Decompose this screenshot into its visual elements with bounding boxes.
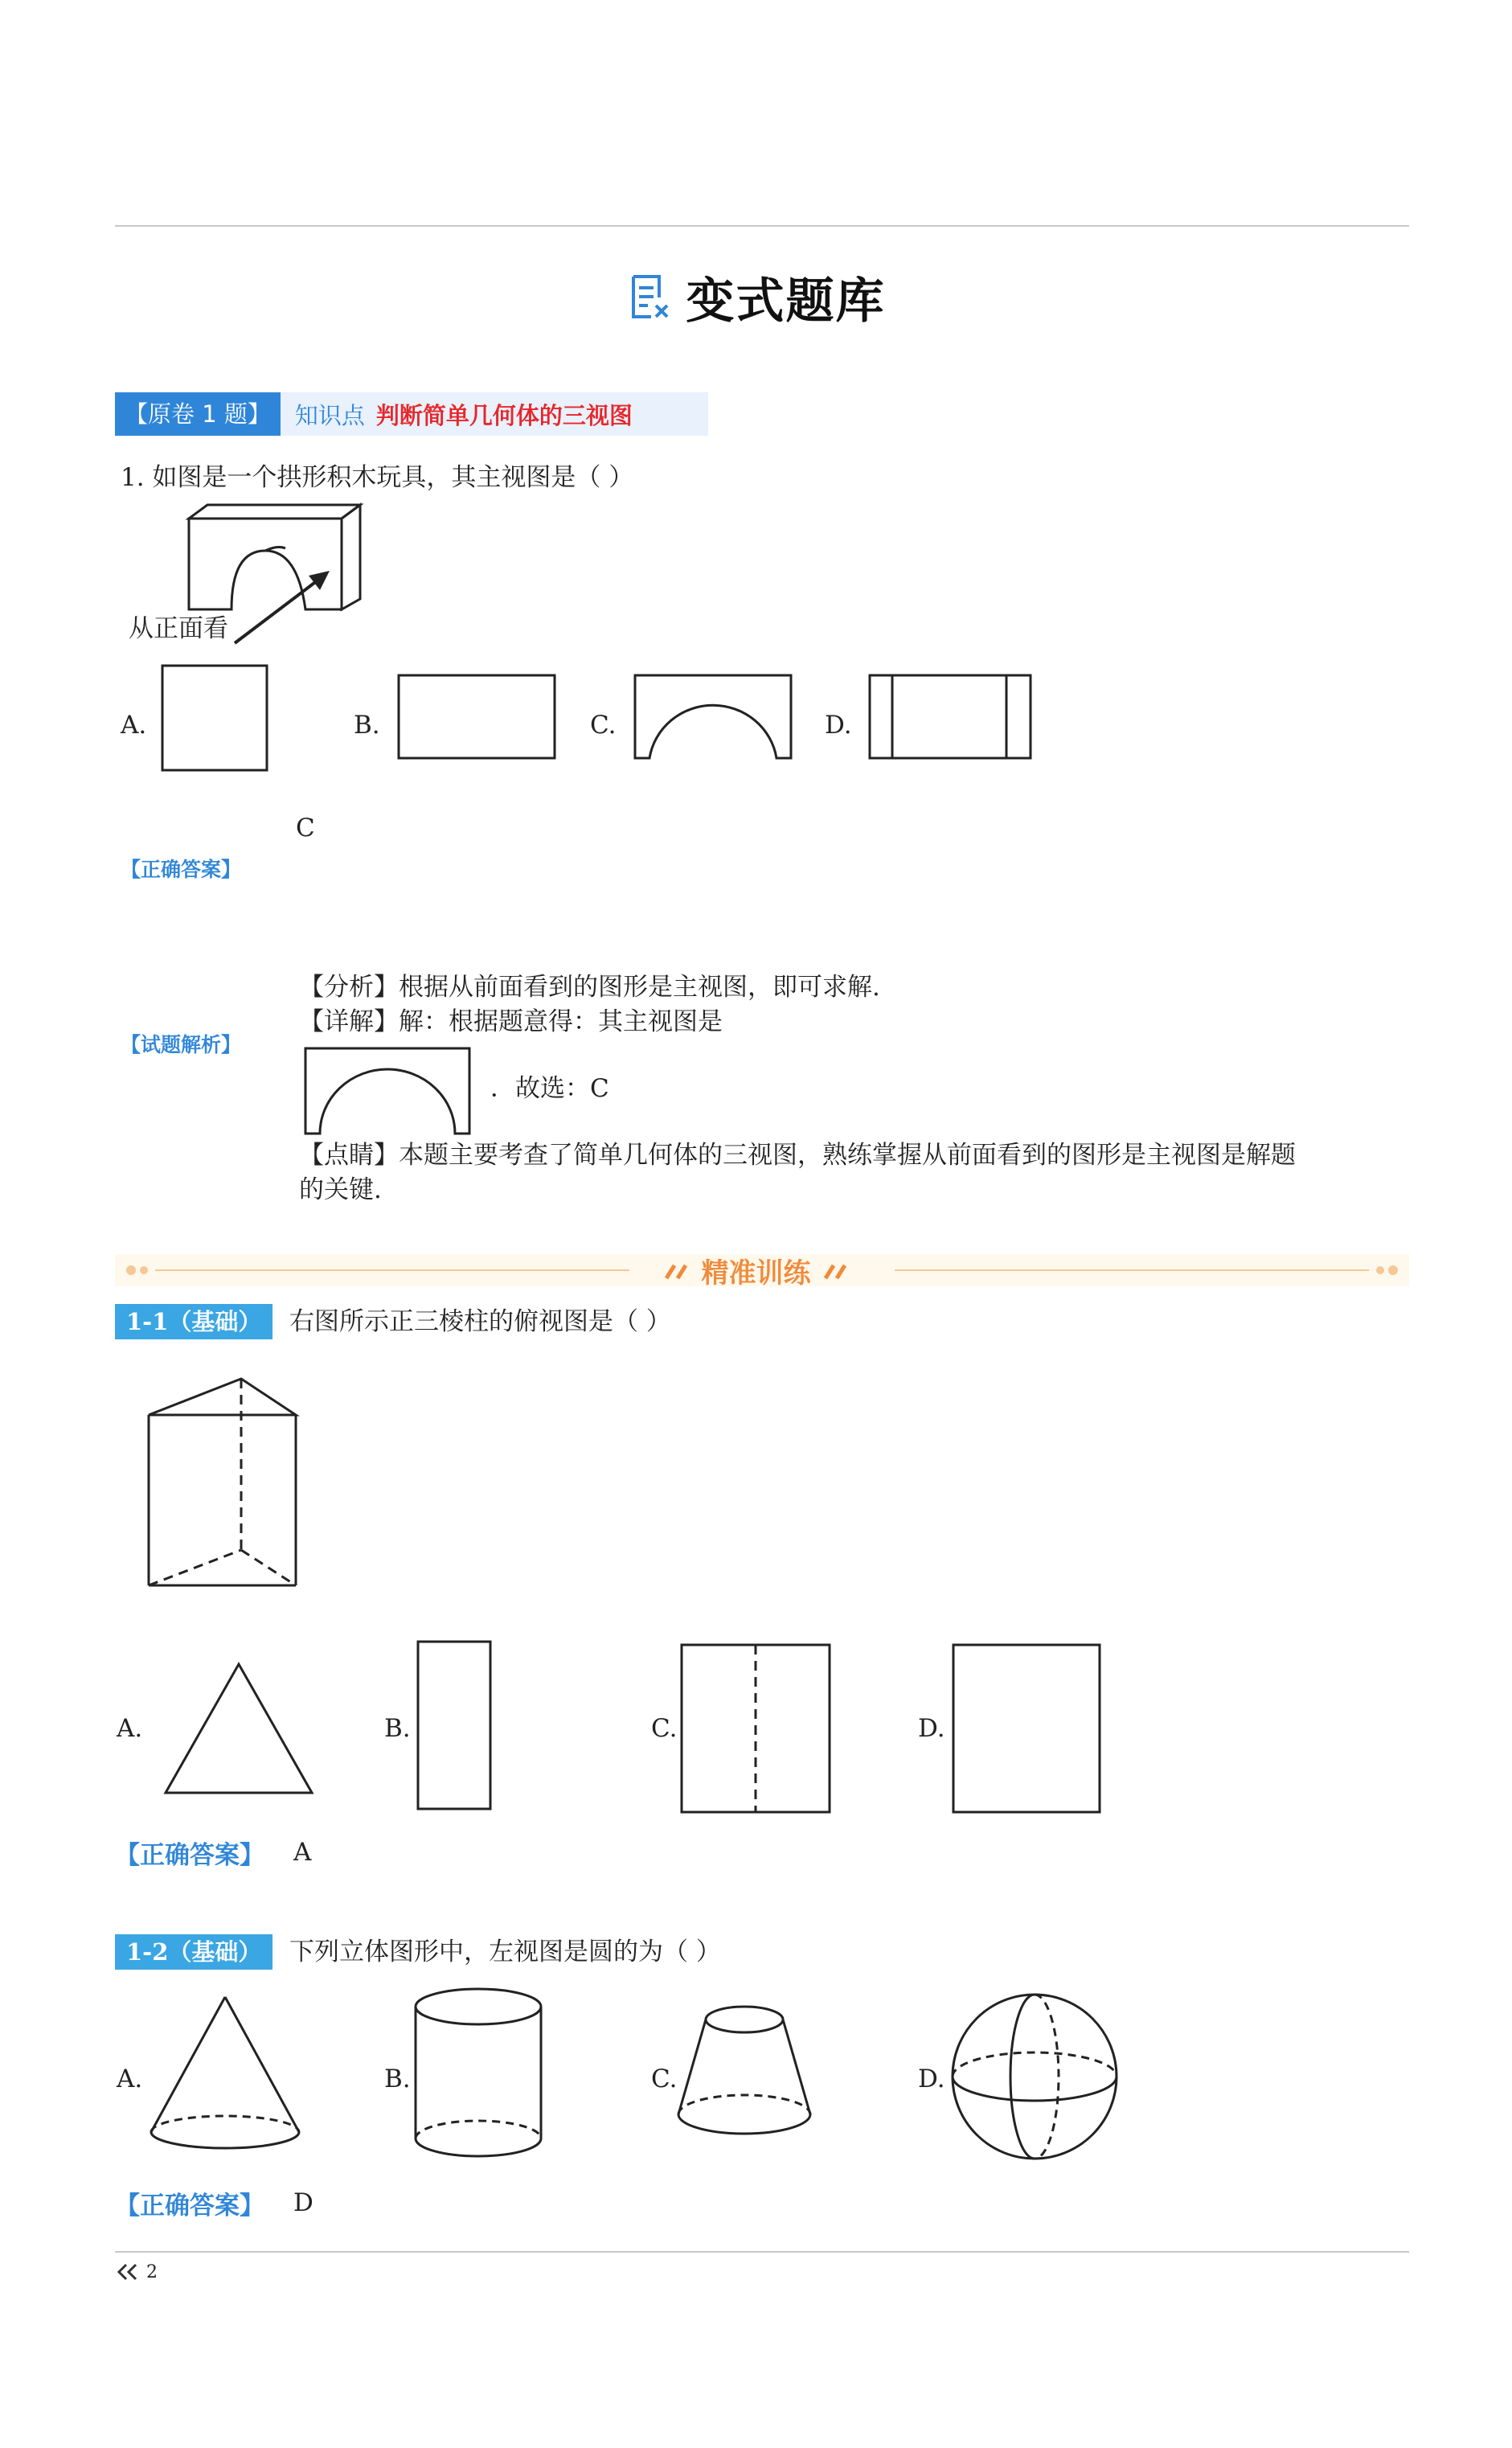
- q11-option-a-label: A.: [117, 1714, 143, 1743]
- option-b-label: B.: [354, 711, 380, 740]
- q11-option-c-rectangle-dashed: [680, 1643, 833, 1815]
- answer-value: C: [296, 814, 315, 843]
- q12-option-d-sphere: [949, 1991, 1121, 2163]
- q12-tag: 1-2（基础）: [115, 1934, 272, 1970]
- top-divider: [115, 225, 1409, 227]
- slash-deco-icon: [822, 1261, 850, 1280]
- q11-option-d-label: D.: [918, 1714, 945, 1743]
- triangular-prism-figure: [145, 1375, 305, 1592]
- q12-question: 下列立体图形中，左视图是圆的为（ ）: [289, 1937, 721, 1966]
- page-number: 2: [146, 2262, 158, 2282]
- q11-answer-value: A: [293, 1838, 312, 1867]
- q12-option-a-cone: [145, 1994, 305, 2155]
- question-header: [115, 392, 708, 436]
- option-d-rectangle-lines: [868, 674, 1034, 762]
- q12-option-d-label: D.: [918, 2065, 945, 2093]
- q12-option-a-label: A.: [117, 2065, 143, 2093]
- page-title-text: 变式题库: [686, 273, 886, 330]
- page-title: [0, 265, 1512, 330]
- document-edit-icon: [627, 273, 672, 322]
- answer-label: 【正确答案】: [121, 858, 242, 881]
- knowledge-point-name: 判断简单几何体的三视图: [375, 401, 633, 429]
- question-text: 1. 如图是一个拱形积木玩具，其主视图是（ ）: [121, 463, 634, 492]
- q11-tag: 1-1（基础）: [115, 1304, 272, 1339]
- option-b-rectangle: [397, 674, 558, 762]
- q11-option-d-square: [952, 1643, 1103, 1815]
- training-title: [0, 1254, 1512, 1290]
- q11-option-b-rectangle: [416, 1640, 494, 1812]
- analysis-line-2: 【详解】解：根据题意得：其主视图是: [299, 1007, 723, 1036]
- slash-deco-icon: [663, 1261, 690, 1280]
- figure-caption: 从正面看: [129, 614, 228, 643]
- arrow-icon: [225, 563, 338, 651]
- q12-answer-label: 【正确答案】: [115, 2192, 264, 2220]
- q12-option-b-label: B.: [384, 2065, 411, 2093]
- option-a-label: A.: [121, 711, 147, 740]
- q11-answer-label: 【正确答案】: [115, 1841, 264, 1870]
- training-title-text: 精准训练: [701, 1257, 811, 1290]
- option-c-label: C.: [590, 711, 617, 740]
- option-c-arch: [633, 674, 794, 762]
- q11-option-b-label: B.: [384, 1714, 411, 1743]
- q11-question: 右图所示正三棱柱的俯视图是（ ）: [289, 1307, 671, 1336]
- analysis-line-5: 的关键.: [299, 1175, 382, 1204]
- bottom-divider: [115, 2251, 1409, 2253]
- analysis-line-4: 【点睛】本题主要考查了简单几何体的三视图，熟练掌握从前面看到的图形是主视图是解题: [299, 1141, 1296, 1170]
- q12-answer-value: D: [293, 2188, 313, 2217]
- q12-option-b-cylinder: [410, 1986, 547, 2163]
- analysis-label: 【试题解析】: [121, 1033, 242, 1056]
- analysis-line-1: 【分析】根据从前面看到的图形是主视图，即可求解.: [299, 973, 880, 1002]
- analysis-line-3: ．故选：C: [490, 1074, 609, 1103]
- q11-option-c-label: C.: [651, 1714, 678, 1743]
- q12-option-c-frustum: [672, 2002, 817, 2147]
- double-chevron-left-icon: [117, 2262, 141, 2282]
- q12-option-c-label: C.: [651, 2065, 678, 2093]
- option-d-label: D.: [825, 711, 852, 740]
- question-tag: 【原卷 1 题】: [115, 392, 281, 436]
- option-a-square: [161, 664, 270, 773]
- q11-option-a-triangle: [162, 1661, 315, 1798]
- analysis-arch-figure: [304, 1047, 474, 1137]
- knowledge-point-label: 知识点: [294, 401, 365, 429]
